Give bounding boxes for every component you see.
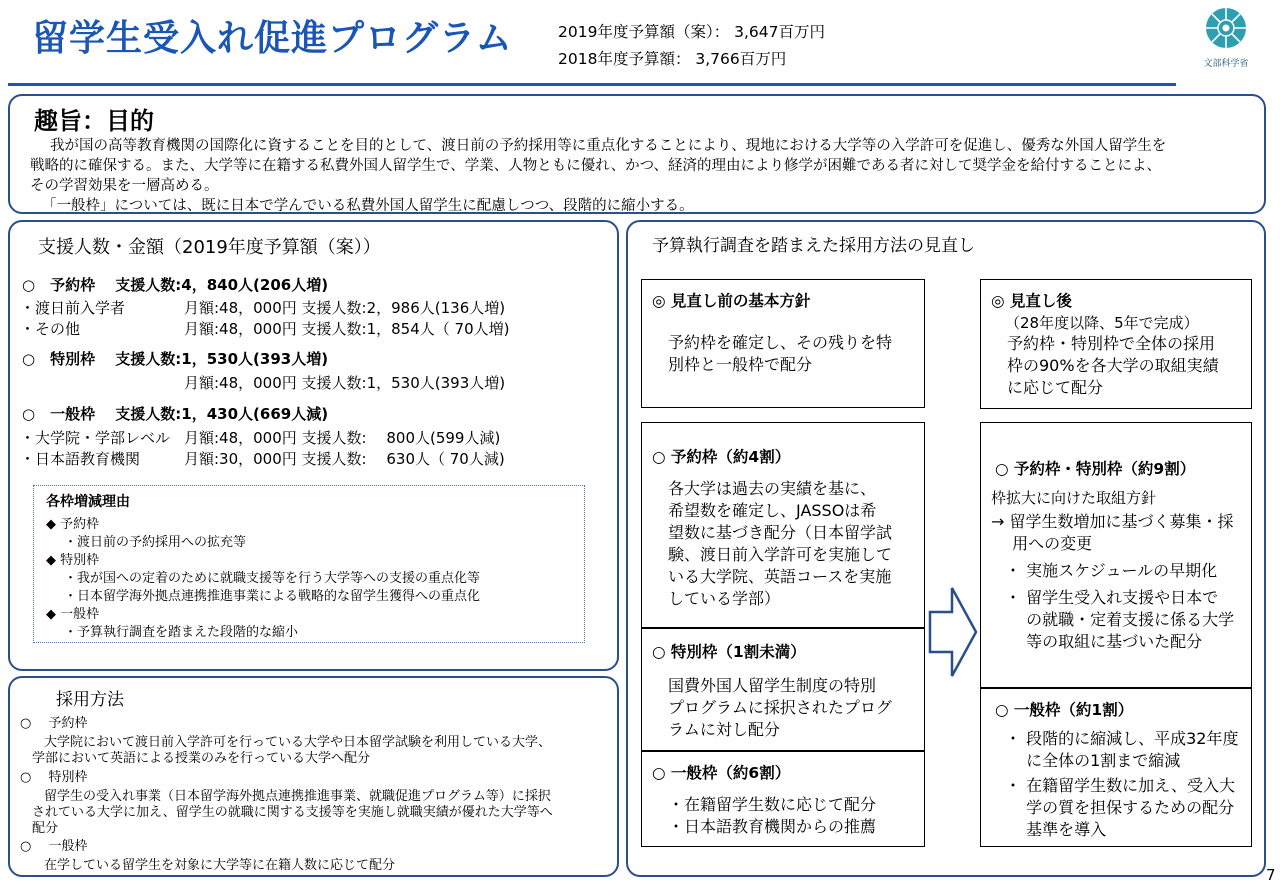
reason-item: ◆ 予約枠: [46, 517, 100, 532]
left-ippan-heading: ○ 一般枠（約6割）: [652, 764, 791, 782]
ippan-row2-value: 月額:30，000円 支援人数: 630人（ 70人減): [184, 450, 505, 468]
left-yoyaku-line: いる大学院、英語コースを実施: [668, 567, 892, 586]
yoyaku-row2-value: 月額:48，000円 支援人数:1，854人（ 70人増): [184, 320, 510, 338]
left-yoyaku-line: している学部）: [668, 589, 781, 608]
saiyo-tokubetsu-line: 留学生の受入れ事業（日本留学海外拠点連携推進事業、就職促進プログラム等）に採択: [44, 789, 551, 804]
mext-logo: [1200, 6, 1252, 72]
yoyaku-row1-value: 月額:48，000円 支援人数:2，986人(136人増): [184, 299, 506, 317]
yoyaku-row1-name: ・渡日前入学者: [20, 299, 126, 317]
right-yt-line: 用への変更: [991, 534, 1093, 553]
before-policy-box: [641, 279, 925, 408]
before-policy-line: 予約枠を確定し、その残りを特: [668, 333, 893, 352]
after-allocation-box: [980, 422, 1252, 847]
saiyo-yoyaku-line: 学部において英語による授業のみを行っている大学へ配分: [32, 751, 371, 766]
saiyo-yoyaku-label: ○ 予約枠: [20, 716, 88, 731]
logo-caption: 文部科学省: [1203, 59, 1249, 69]
left-tokubetsu-heading: ○ 特別枠（1割未満）: [652, 643, 806, 661]
tokubetsu-row1-value: 月額:48，000円 支援人数:1，530人(393人増): [184, 374, 506, 392]
budget-2019: 2019年度予算額（案）： 3,647百万円: [558, 23, 825, 41]
support-panel: [8, 220, 619, 671]
left-ippan-line: ・在籍留学生数に応じて配分: [668, 795, 877, 814]
reason-item: ◆ 一般枠: [46, 607, 100, 622]
divider: [642, 750, 924, 752]
yoyaku-summary: ○ 予約枠 支援人数:4，840人(206人増): [22, 276, 329, 294]
arrow-right-icon: [928, 586, 978, 678]
purpose-line-4: 「一般枠」については、既に日本で学んでいる私費外国人留学生に配慮しつつ、段階的に縮小する。: [42, 198, 694, 214]
before-policy-heading: ◎ 見直し前の基本方針: [652, 292, 811, 310]
after-policy-sub: （28年度以降、5年で完成）: [1005, 314, 1199, 332]
ippan-row2-name: ・日本語教育機関: [20, 450, 141, 468]
right-ippan-line: ・ 在籍留学生数に加え、受入大: [1005, 776, 1236, 795]
reason-item: ・我が国への定着のために就職支援等を行う大学等への支援の重点化等: [64, 571, 481, 586]
divider: [981, 687, 1251, 689]
budget-2018: 2018年度予算額： 3,766百万円: [558, 50, 787, 68]
left-tokubetsu-line: ラムに対し配分: [668, 720, 780, 739]
left-yoyaku-line: 各大学は過去の実績を基に、: [668, 479, 877, 498]
before-policy-line: 別枠と一般枠で配分: [668, 355, 813, 374]
after-policy-line: 枠の90%を各大学の取組実績: [1007, 356, 1219, 375]
left-ippan-line: ・日本語教育機関からの推薦: [668, 817, 877, 836]
left-yoyaku-heading: ○ 予約枠（約4割）: [652, 448, 791, 466]
reason-item: ・予算執行調査を踏まえた段階的な縮小: [64, 625, 299, 640]
right-ippan-line: 学の質を担保するための配分: [1005, 798, 1235, 817]
support-heading: 支援人数・金額（2019年度予算額（案））: [38, 237, 381, 258]
reasons-heading: 各枠増減理由: [46, 494, 130, 510]
right-yt-line: → 留学生数増加に基づく募集・採: [991, 512, 1234, 531]
right-yt-line: ・ 留学生受入れ支援や日本で: [1005, 588, 1219, 607]
reasons-box: [33, 485, 585, 643]
left-yoyaku-line: 望数に基づき配分（日本留学試: [668, 523, 893, 542]
review-heading: 予算執行調査を踏まえた採用方法の見直し: [652, 236, 975, 256]
reason-item: ・日本留学海外拠点連携推進事業による戦略的な留学生獲得への重点化: [64, 589, 481, 604]
page-number: 7: [1266, 866, 1276, 884]
header-rule: [8, 83, 1176, 86]
right-yt-heading: ○ 予約枠・特別枠（約9割）: [995, 460, 1196, 478]
right-ippan-heading: ○ 一般枠（約1割）: [995, 701, 1134, 719]
purpose-line-3: その学習効果を一層高める。: [30, 178, 219, 194]
saiyo-tokubetsu-line: されている大学に加え、留学生の就職に関する支援等を実施し就職実績が優れた大学等へ: [32, 805, 553, 820]
right-yt-line: 等の取組に基づいた配分: [1005, 632, 1203, 651]
left-yoyaku-line: 希望数を確定し、JASSOは希: [668, 501, 877, 520]
purpose-heading: 趣旨：目的: [34, 107, 154, 135]
tokubetsu-summary: ○ 特別枠 支援人数:1，530人(393人増): [22, 350, 329, 368]
before-allocation-box: [641, 422, 925, 847]
saiyo-ippan-label: ○ 一般枠: [20, 839, 88, 854]
mext-emblem-icon: [1204, 6, 1248, 50]
after-policy-line: 予約枠・特別枠で全体の採用: [1007, 334, 1216, 353]
purpose-line-2: 戦略的に確保する。また、大学等に在籍する私費外国人留学生で、学業、人物ともに優れ、かつ、経済的理由により修学が困難である者に対して奨学金を給付することによ、: [30, 158, 1161, 174]
left-yoyaku-line: 験、渡日前入学許可を実施して: [668, 545, 893, 564]
ippan-row1-value: 月額:48，000円 支援人数: 800人(599人減): [184, 429, 501, 447]
right-ippan-line: ・ 段階的に縮減し、平成32年度: [1005, 729, 1239, 748]
saiyo-panel: [8, 676, 619, 877]
right-ippan-line: 基準を導入: [1005, 820, 1107, 839]
page-title: 留学生受入れ促進プログラム: [32, 18, 513, 59]
reason-item: ・渡日前の予約採用への拡充等: [64, 535, 247, 550]
right-yt-line: ・ 実施スケジュールの早期化: [1005, 561, 1218, 580]
saiyo-tokubetsu-line: 配分: [32, 821, 59, 836]
ippan-row1-name: ・大学院・学部レベル: [20, 429, 171, 447]
after-policy-box: [980, 279, 1252, 409]
review-panel: [626, 220, 1266, 877]
after-policy-line: に応じて配分: [1007, 378, 1104, 397]
right-yt-line: 枠拡大に向けた取組方針: [991, 489, 1157, 507]
right-yt-line: の就職・定着支援に係る大学: [1005, 610, 1235, 629]
saiyo-heading: 採用方法: [56, 690, 124, 710]
left-tokubetsu-line: プログラムに採択されたプログ: [668, 698, 892, 717]
yoyaku-row2-name: ・その他: [20, 320, 81, 338]
saiyo-yoyaku-line: 大学院において渡日前入学許可を行っている大学や日本留学試験を利用している大学、: [44, 735, 552, 750]
right-ippan-line: に全体の1割まで縮減: [1005, 751, 1181, 770]
saiyo-ippan-line: 在学している留学生を対象に大学等に在籍人数に応じて配分: [44, 858, 396, 873]
divider: [642, 627, 924, 629]
purpose-line-1: 我が国の高等教育機関の国際化に資することを目的として、渡日前の予約採用等に重点化することにより、現地における大学等の入学許可を促進し、優秀な外国人留学生を: [50, 138, 1167, 154]
saiyo-tokubetsu-label: ○ 特別枠: [20, 770, 88, 785]
left-tokubetsu-line: 国費外国人留学生制度の特別: [668, 676, 877, 695]
ippan-summary: ○ 一般枠 支援人数:1，430人(669人減): [22, 405, 329, 423]
after-policy-heading: ◎ 見直し後: [991, 292, 1072, 310]
reason-item: ◆ 特別枠: [46, 553, 100, 568]
purpose-panel: [8, 94, 1266, 214]
